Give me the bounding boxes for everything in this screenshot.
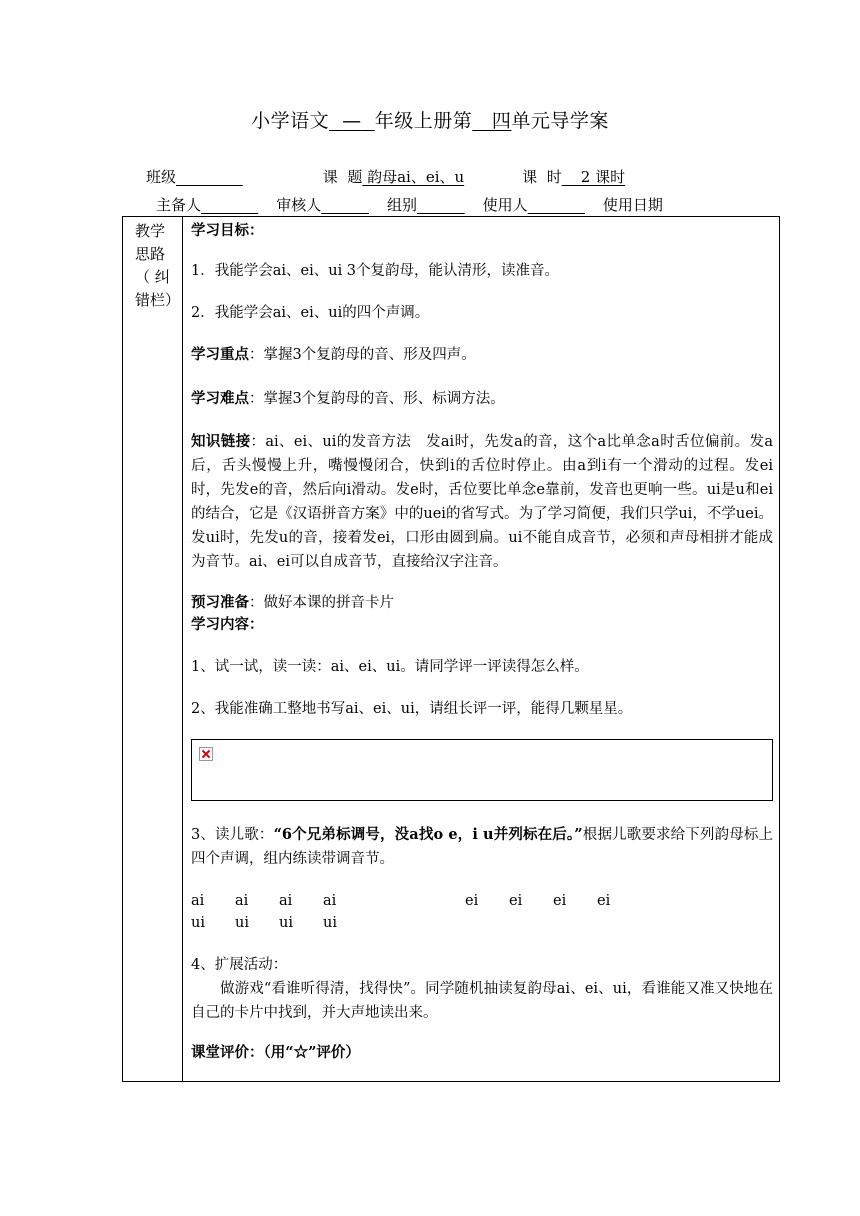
sidebar-line: 教学 (135, 222, 166, 240)
group-label: 组别 (386, 196, 417, 214)
user-label: 使用人 (482, 196, 528, 214)
tone-row: ui ui ui ui (191, 915, 337, 931)
image-placeholder (191, 739, 773, 801)
period-field: 2 课时 (561, 168, 626, 186)
guide-table (122, 216, 780, 1082)
class-label: 班级 (146, 168, 177, 186)
step-4-heading: 4、扩展活动： (191, 957, 288, 973)
topic-field: 韵母ai、ei、u (362, 168, 465, 186)
period-label: 课 时 (522, 168, 562, 186)
sidebar-line: 思路 (135, 245, 166, 263)
class-field (176, 168, 243, 186)
reviewer-label: 审核人 (276, 196, 322, 214)
sidebar-line: 错栏） (135, 291, 181, 309)
grade-field: — (342, 110, 362, 132)
key-point: 学习重点：掌握3个复韵母的音、形及四声。 (191, 346, 476, 363)
sidebar-line: （ 纠 (135, 268, 170, 286)
date-label: 使用日期 (602, 196, 663, 214)
header-info-row1 (146, 166, 625, 187)
class-evaluation: 课堂评价：（用“☆”评价） (191, 1044, 360, 1061)
content-heading: 学习内容： (191, 616, 264, 633)
header-info-row2 (156, 194, 663, 215)
goals-heading: 学习目标： (191, 222, 264, 239)
preview-prep: 预习准备：做好本课的拼音卡片 (191, 594, 394, 611)
page-title: 小学语文 — 年级上册第 四单元导学案 (251, 110, 609, 132)
topic-label: 课 题 (322, 168, 363, 186)
broken-image-icon (199, 747, 213, 761)
step-3: 3、读儿歌：“6个兄弟标调号，没a找o e，i u并列标在后。”根据儿歌要求给下列韵母标上四个声调，组内练读带调音节。 (191, 826, 773, 867)
difficulty: 学习难点：掌握3个复韵母的音、形、标调方法。 (191, 390, 505, 407)
goal-item: 2．我能学会ai、ei、ui的四个声调。 (191, 305, 430, 321)
knowledge-link: 知识链接：ai、ei、ui的发音方法 发ai时，先发a的音，这个a比单念a时舌位偏前。发a后，舌头慢慢上升，嘴慢慢闭合，快到i的舌位时停止。由a到i有一个滑动的过程。发ei时，先发e的音，然后向i滑动。发e时，舌位要比单念e靠前，发音也更响一些。ui是u和ei的结合，它是《汉语拼音方案》中的uei的省写式。为了学习简便，我们只学ui，不学uei。发ui时，先发u的音，接着发ei，口形由圆到扁。ui不能自成音节，必须和声母相拼才能成为音节。ai、ei可以自成音节，直接给汉字注音。 (191, 433, 773, 570)
goal-item: 1．我能学会ai、ei、ui 3个复韵母，能认清形，读准音。 (191, 263, 560, 279)
unit-field: 四 (491, 110, 512, 132)
step-4-text: 做游戏“看谁听得清，找得快”。同学随机抽读复韵母ai、ei、ui，看谁能又准又快地在自己的卡片中找到，并大声地读出来。 (191, 981, 773, 1021)
preparer-label: 主备人 (156, 196, 202, 214)
teaching-notes-column (123, 217, 183, 1081)
tone-row: ai ai ai ai ei ei ei ei (191, 893, 611, 909)
step-1: 1、试一试，读一读：ai、ei、ui。请同学评一评读得怎么样。 (191, 659, 589, 675)
step-2: 2、我能准确工整地书写ai、ei、ui，请组长评一评，能得几颗星星。 (191, 701, 633, 717)
